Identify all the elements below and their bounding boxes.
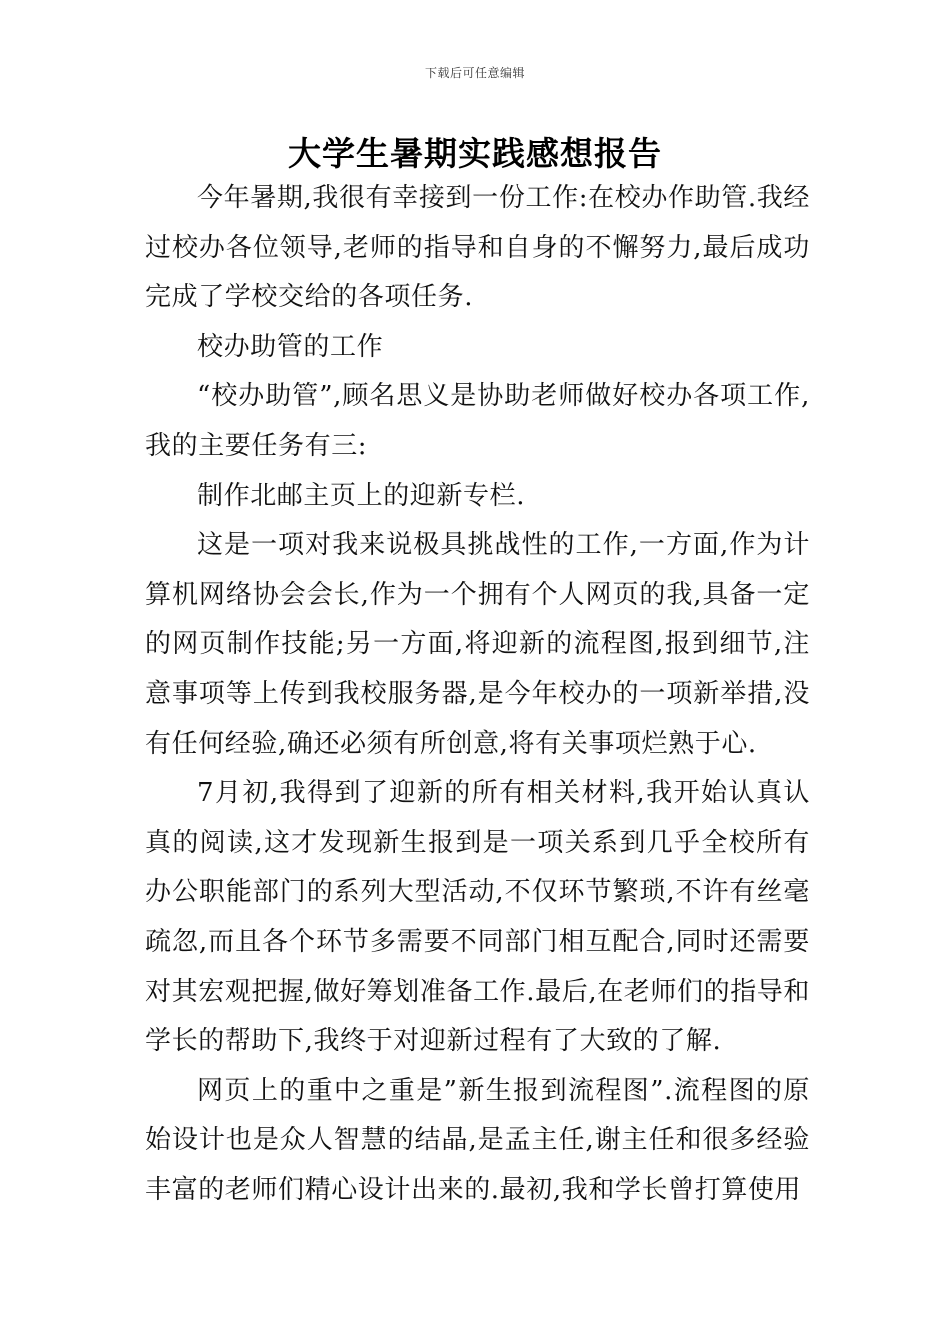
paragraph-challenge: 这是一项对我来说极具挑战性的工作,一方面,作为计算机网络协会会长,作为一个拥有个人网页的我,具备一定的网页制作技能;另一方面,将迎新的流程图,报到细节,注意事项等上传到我校服务器,是今年校办的一项新举措,没有任何经验,确还必须有所创意,将有关事项烂熟于心. (145, 530, 810, 759)
document-body (145, 174, 810, 1215)
paragraph-july: 7月初,我得到了迎新的所有相关材料,我开始认真认真的阅读,这才发现新生报到是一项关系到几乎全校所有办公职能部门的系列大型活动,不仅环节繁琐,不许有丝毫疏忽,而且各个环节多需要不同部门相互配合,同时还需要对其宏观把握,做好筹划准备工作.最后,在老师们的指导和学长的帮助下,我终于对迎新过程有了大致的了解. (145, 778, 810, 1057)
header-note: 下载后可任意编辑 (424, 66, 525, 80)
paragraph-intro: 今年暑期,我很有幸接到一份工作:在校办作助管.我经过校办各位领导,老师的指导和自身的不懈努力,最后成功完成了学校交给的各项任务. (145, 183, 810, 313)
paragraph-task-one: 制作北邮主页上的迎新专栏. (197, 480, 526, 511)
paragraph-section-heading: 校办助管的工作 (197, 331, 384, 362)
document-title: 大学生暑期实践感想报告 (288, 134, 662, 173)
paragraph-role-description: “校办助管”,顾名思义是协助老师做好校办各项工作,我的主要任务有三: (145, 381, 810, 461)
paragraph-flowchart: 网页上的重中之重是”新生报到流程图”.流程图的原始设计也是众人智慧的结晶,是孟主任,谢主任和很多经验丰富的老师们精心设计出来的.最初,我和学长曾打算使用 (145, 1075, 810, 1205)
